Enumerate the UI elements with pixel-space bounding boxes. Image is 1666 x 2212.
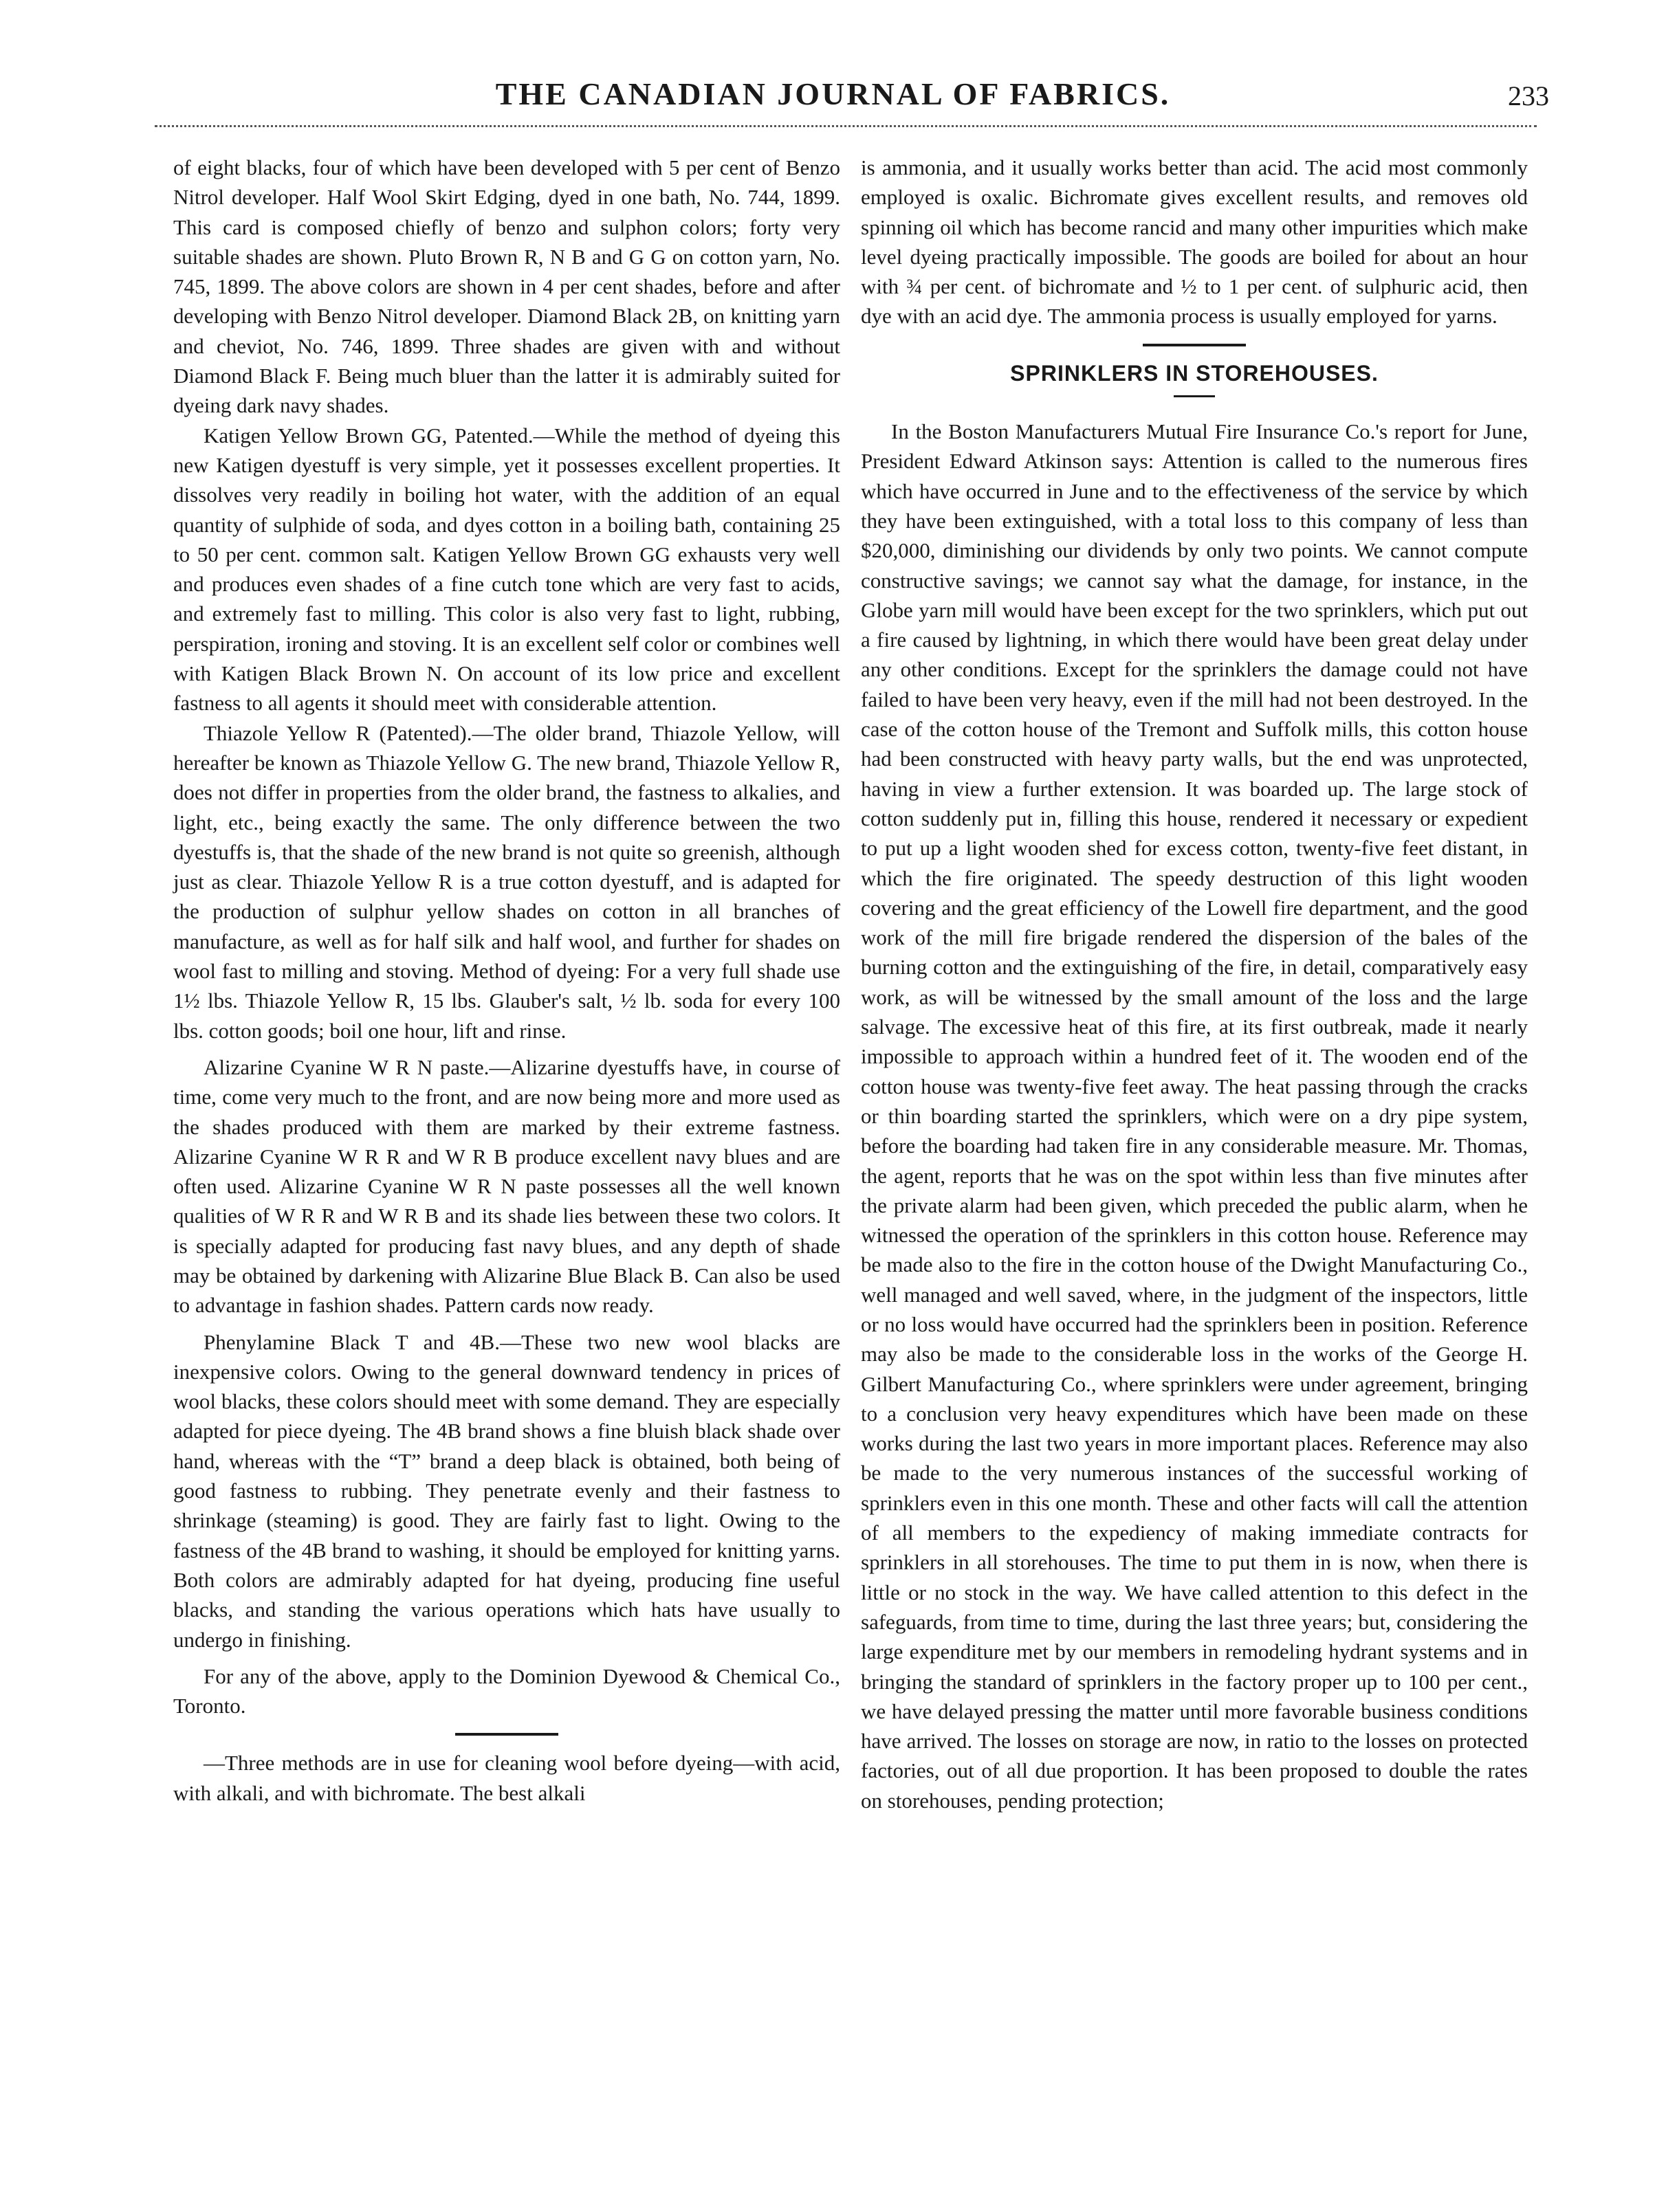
running-head (0, 76, 1666, 124)
heading-divider (1174, 395, 1215, 397)
paragraph-katigen-yellow-brown: Katigen Yellow Brown GG, Patented.—While the method of dyeing this new Katigen dyestuff is very simple, yet it possesses excellent properties. It dissolves very readily in boiling hot water, with the addition of an equal quantity of sulphide of soda, and dyes cotton in a boiling bath, containing 25 to 50 per cent. common salt. Katigen Yellow Brown GG exhausts very well and produces even shades of a fine cutch tone which are very fast to acids, and extremely fast to milling. This color is also very fast to light, rubbing, perspiration, ironing and stoving. It is an excellent self color or combines well with Katigen Black Brown N. On account of its low price and excellent fastness to all agents it should meet with considerable attention. (173, 423, 840, 716)
paragraph-thiazole-yellow: Thiazole Yellow R (Patented).—The older brand, Thiazole Yellow, will hereafter be known as Thiazole Yellow G. The new brand, Thiazole Yellow R, does not differ in properties from the older brand, the fastness to alkalies, and light, etc., being exactly the same. The only difference between the two dyestuffs is, that the shade of the new brand is not quite so greenish, although just as clear. Thiazole Yellow R is a true cotton dyestuff, and is adapted for the production of sulphur yellow shades on cotton in all branches of manufacture, as well as for half silk and half wool, and further for shades on wool fast to milling and stoving. Method of dyeing: For a very full shade use 1½ lbs. Thiazole Yellow R, 15 lbs. Glauber's salt, ½ lb. soda for every 100 lbs. cotton goods; boil one hour, lift and rinse. (173, 720, 840, 1043)
paragraph-dominion-dyewood: For any of the above, apply to the Dominion Dyewood & Chemical Co., Toronto. (173, 1663, 840, 1718)
paragraph-wool-cleaning-note: —Three methods are in use for cleaning wool before dyeing—with acid, with alkali, and with bichromate. The best alkali (173, 1751, 840, 1805)
paragraph-phenylamine-black: Phenylamine Black T and 4B.—These two new wool blacks are inexpensive colors. Owing to the general downward tendency in prices of wool blacks, these colors should meet with some demand. They are especially adapted for piece dyeing. The 4B brand shows a fine bluish black shade over hand, whereas with the “T” brand a deep black is obtained, both being of good fastness to rubbing. They penetrate evenly and their fastness to shrinkage (steaming) is good. They are fairly fast to light. Owing to the fastness of the 4B brand to washing, it should be employed for knitting yarns. Both colors are admirably adapted for hat dyeing, producing fine useful blacks, and standing the various operations which hats have usually to undergo in finishing. (173, 1329, 840, 1652)
paragraph-sprinklers-article: In the Boston Manufacturers Mutual Fire Insurance Co.'s report for June, President Edward Atkinson says: Attention is called to the numerous fires which have occurred in June and to the effectiveness of the service by which they have been extinguished, with a total loss to this company of less than $20,000, diminishing our dividends by only two points. We cannot compute constructive savings; we cannot say what the damage, for instance, in the Globe yarn mill would have been except for the two sprinklers, which put out a fire caused by lightning, in which there would have been great delay under any other conditions. Except for the sprinklers the damage could not have failed to have been very heavy, even if the mill had not been destroyed. In the case of the cotton house of the Tremont and Suffolk mills, this cotton house had been constructed with heavy party walls, but the end was unprotected, having in view a further extension. It was boarded up. The large stock of cotton suddenly put in, filling this house, rendered it necessary or expedient to put up a light wooden shed for excess cotton, twenty-five feet distant, in which the fire originated. The speedy destruction of this light wooden covering and the great efficiency of the Lowell fire department, and the good work of the mill fire brigade rendered the dispersion of the bales of the burning cotton and the extinguishing of the fire, in detail, comparatively easy work, as will be witnessed by the small amount of the loss and the large salvage. The excessive heat of this fire, at its first outbreak, made it nearly impossible to approach within a hundred feet of it. The wooden end of the cotton house was twenty-five feet away. The heat passing through the cracks or thin boarding started the sprinklers, which were on a dry pipe system, before the boarding had taken fire in any considerable measure. Mr. Thomas, the agent, reports that he was on the spot within less than five minutes after the private alarm had been given, which preceded the public alarm, when he witnessed the operation of the sprinklers in this cotton house. Reference may be made also to the fire in the cotton house of the Dwight Manufacturing Co., well managed and well saved, where, in the judgment of the inspectors, little or no loss would have occurred had the sprinklers been in position. Reference may also be made to the considerable loss in the works of the George H. Gilbert Manufacturing Co., where sprinklers were under agreement, bringing to a conclusion very heavy expenditures which have been made on these works during the last two years in more important places. Reference may also be made to the very numerous instances of the successful working of sprinklers even in this one month. These and other facts will call the attention of all members to the expediency of making immediate contracts for sprinklers in all storehouses. The time to put them in is now, when there is little or no stock in the way. We have called attention to this defect in the safeguards, from time to time, during the last three years; but, considering the large expenditure met by our members in remodeling hydrant systems and in bringing the standard of sprinklers in the factory proper up to 100 per cent., we have delayed pressing the matter until more favorable business conditions have arrived. The losses on storage are now, in ratio to the losses on protected factories, out of all due proportion. It has been proposed to double the rates on storehouses, pending protection; (861, 419, 1528, 1813)
paragraph-alizarine-cyanine: Alizarine Cyanine W R N paste.—Alizarine dyestuffs have, in course of time, come very much to the front, and are now being more and more used as the shades produced with them are marked by their extreme fastness. Alizarine Cyanine W R R and W R B produce excellent navy blues and are often used. Alizarine Cyanine W R N paste possesses all the well known qualities of W R R and W R B and its shade lies between these two colors. It is specially adapted for producing fast navy blues, and any depth of shade may be obtained by darkening with Alizarine Blue Black B. Can also be used to advantage in fashion shades. Pattern cards now ready. (173, 1054, 840, 1318)
section-divider (455, 1733, 558, 1736)
left-column (173, 153, 840, 1808)
paragraph-wool-cleaning-continued: is ammonia, and it usually works better than acid. The acid most commonly employed is oxalic. Bichromate gives excellent results, and removes old spinning oil which has become rancid and many other impurities which make level dyeing practically impossible. The goods are boiled for about an hour with ¾ per cent. of bichromate and ½ to 1 per cent. of sulphuric acid, then dye with an acid dye. The ammonia process is usually employed for yarns. (861, 155, 1528, 329)
paragraph-continued: of eight blacks, four of which have been developed with 5 per cent of Benzo Nitrol developer. Half Wool Skirt Edging, dyed in one bath, No. 744, 1899. This card is composed chiefly of benzo and sulphon colors; forty very suitable shades are shown. Pluto Brown R, N B and G G on cotton yarn, No. 745, 1899. The above colors are shown in 4 per cent shades, before and after developing with Benzo Nitrol developer. Diamond Black 2B, on knitting yarn and cheviot, No. 746, 1899. Three shades are given with and without Diamond Black F. Being much bluer than the latter it is admirably suited for dyeing dark navy shades. (173, 155, 840, 418)
section-divider (1143, 344, 1246, 346)
header-rule (155, 125, 1537, 127)
right-column (861, 153, 1528, 1815)
page-number: 233 (1508, 80, 1549, 111)
section-heading: SPRINKLERS IN STOREHOUSES. (1010, 360, 1379, 386)
journal-title: THE CANADIAN JOURNAL OF FABRICS. (495, 76, 1171, 111)
